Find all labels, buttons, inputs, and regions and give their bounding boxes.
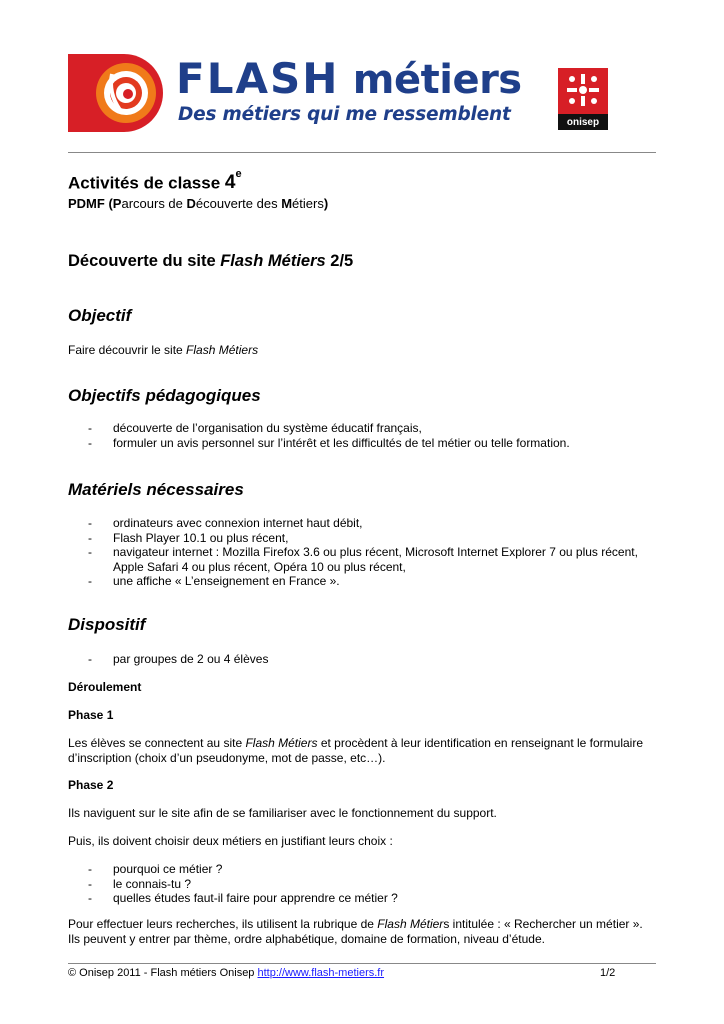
- phase1-text: Les élèves se connectent au site Flash Métiers et procèdent à leur identification en renseignant le formulaire d’inscription (choix d’un pseudonyme, mot de passe, etc…).: [68, 736, 644, 765]
- phase2-paragraph-1: Ils naviguent sur le site afin de se familiariser avec le fonctionnement du support.: [68, 806, 497, 820]
- objectifs-pedagogiques-list: [88, 421, 570, 450]
- flash-metiers-banner: [68, 54, 528, 132]
- title-level: 4e: [224, 168, 242, 194]
- title-prefix: Activités de classe: [68, 173, 221, 193]
- list-item: - Flash Player 10.1 ou plus récent,: [88, 531, 658, 546]
- spiral-logo-icon: [68, 54, 172, 132]
- dispositif-list: [88, 652, 268, 667]
- brand-metiers: métiers: [352, 57, 522, 103]
- brand-title: [176, 56, 522, 103]
- onisep-logo: [558, 68, 608, 130]
- phase1-label: Phase 1: [68, 708, 114, 722]
- footer-divider: [68, 963, 656, 964]
- phase2-questions-list: [88, 862, 398, 906]
- page-subtitle: PDMF (Parcours de Découverte des Métiers): [68, 196, 329, 211]
- brand-tagline: Des métiers qui me ressemblent: [178, 104, 511, 125]
- list-item: - ordinateurs avec connexion internet haut débit,: [88, 516, 658, 531]
- footer-site-link[interactable]: http://www.flash-metiers.fr: [257, 967, 385, 979]
- deroulement-label: Déroulement: [68, 680, 142, 694]
- discovery-title: Découverte du site Flash Métiers 2/5: [68, 252, 354, 270]
- objectif-text: Faire découvrir le site Flash Métiers: [68, 343, 259, 357]
- header-divider: [68, 152, 656, 153]
- list-item: - navigateur internet : Mozilla Firefox 3.6 ou plus récent, Microsoft Internet Explorer 7 ou plus récent, Apple Safari 4 ou plus récent, Opéra 10 ou plus récent,: [88, 545, 658, 574]
- list-item: - une affiche « L’enseignement en France ».: [88, 574, 658, 589]
- phase2-label: Phase 2: [68, 778, 114, 792]
- phase2-paragraph-3: Pour effectuer leurs recherches, ils utilisent la rubrique de Flash Métiers intitulée : « Rechercher un métier ». Ils peuvent y entrer par thème, ordre alphabétique, domaine de formation, niveau d’étude.: [68, 917, 643, 946]
- phase2-paragraph-2: Puis, ils doivent choisir deux métiers en justifiant leurs choix :: [68, 834, 393, 848]
- footer-copyright: © Onisep 2011 - Flash métiers Onisep http://www.flash-metiers.fr: [68, 967, 385, 979]
- onisep-emblem-icon: [558, 68, 608, 114]
- list-item: - par groupes de 2 ou 4 élèves: [88, 652, 268, 667]
- list-item: - pourquoi ce métier ?: [88, 862, 398, 877]
- page-number: 1/2: [600, 967, 616, 979]
- page-title: [68, 168, 242, 194]
- dispositif-heading: Dispositif: [68, 615, 146, 634]
- list-item: - quelles études faut-il faire pour apprendre ce métier ?: [88, 891, 398, 906]
- list-item: - découverte de l’organisation du système éducatif français,: [88, 421, 570, 436]
- list-item: - formuler un avis personnel sur l’intérêt et les difficultés de tel métier ou telle formation.: [88, 436, 570, 451]
- objectif-heading: Objectif: [68, 306, 132, 325]
- materiels-list: [88, 516, 658, 589]
- onisep-wordmark: onisep: [566, 117, 600, 128]
- materiels-heading: Matériels nécessaires: [68, 480, 244, 499]
- brand-flash: FLASH: [176, 54, 340, 103]
- list-item: - le connais-tu ?: [88, 877, 398, 892]
- objectifs-pedagogiques-heading: Objectifs pédagogiques: [68, 386, 261, 405]
